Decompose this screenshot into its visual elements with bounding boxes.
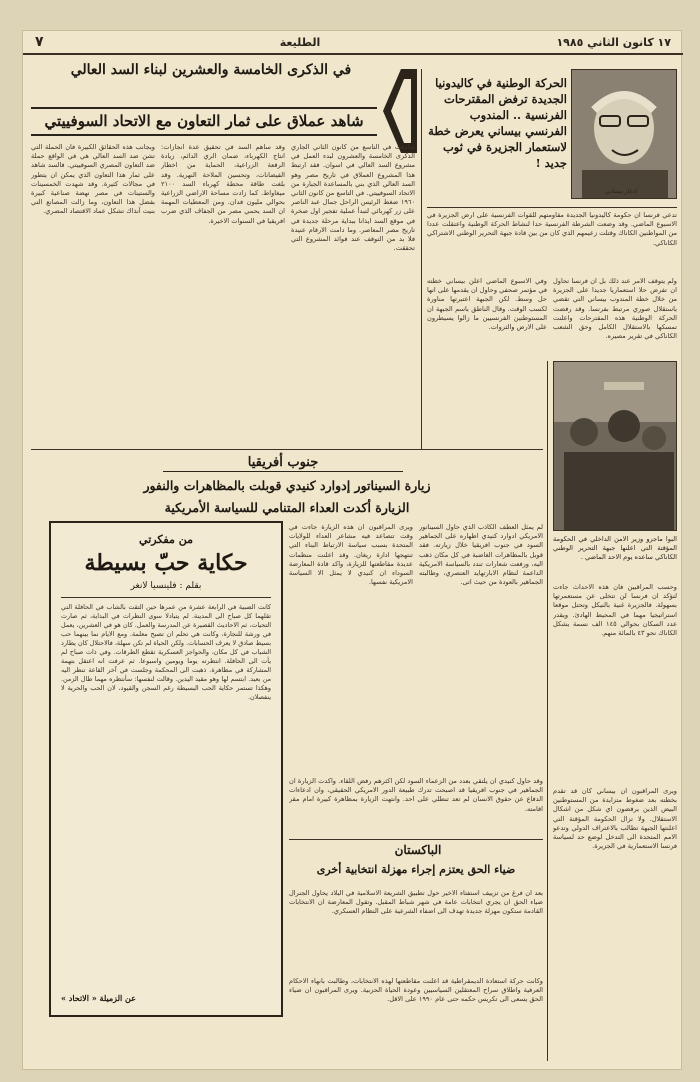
newspaper-page	[22, 30, 682, 1070]
africa-section-label: جنوب أفريقيا	[163, 455, 403, 472]
story-rule	[61, 597, 271, 598]
page-number: ٧	[35, 34, 44, 50]
africa-headline-2: الزيارة أكدت العداء المتنامي للسياسة الأمريكية	[164, 500, 410, 515]
africa-column-2: ويرى المراقبون ان هذه الزيارة جاءت في وقت تتصاعد فيه مشاعر العداء للولايات المتحدة بسبب سياسة الارتباط البناء التي تنتهجها ادارة ريغان. وقد اعلنت منظمات عديدة مقاطعتها للزيارة، واكد قادة المعارضة السوداء ان كنيدي لا يمثل الا السياسة الامريكية نفسها.	[289, 523, 413, 587]
dam-kicker: في الذكرى الخامسة والعشرين لبناء السد العالي	[70, 62, 352, 78]
bisani-photo-caption: ادغار بيساني	[605, 188, 637, 195]
pakistan-rule	[289, 839, 543, 840]
riot-photo	[553, 361, 677, 531]
kanaky-intro: تدعي فرنسا ان حكومة كاليدونيا الجديدة مقاومتهم للقوات الفرنسية على ارض الجزيرة في الاسبوع الماضي. وقد وضعت الشرطة الفرنسية حدا لنشاط الحركة الوطنية واعتقلت عددا من المواطنين الكاناك وقتلت زعيمهم الذي كان من بين قادة جبهة التحرير الوطني الاشتراكي الكاناكي.	[427, 211, 677, 247]
crowd-photo-icon	[554, 362, 677, 531]
story-footer: عن الزميلة « الاتحاد »	[61, 993, 136, 1003]
bisani-photo	[571, 69, 677, 199]
pakistan-column-2: وكانت حركة استعادة الديمقراطية قد اعلنت مقاطعتها لهذه الانتخابات، وطالبت بانهاء الاحكام العرفية واطلاق سراح المعتقلين السياسيين وعودة الحياة الحزبية. ويرى المراقبون ان ضياء الحق يسعى الى تكريس حكمه حتى عام ١٩٩٠ على الاقل.	[289, 977, 543, 1004]
story-box	[49, 521, 283, 1017]
pakistan-column-1: بعد ان فرغ من تزييف استفتاء الاخير حول تطبيق الشريعة الاسلامية في البلاد يحاول الجنرال ضياء الحق ان يجري انتخابات عامة في شهر شباط المقبل. وتقول المعارضة ان الانتخابات القادمة ستكون مهزلة جديدة تهدف الى اضفاء الشرعية على النظام العسكري.	[289, 889, 543, 916]
kanaky-column-b: وفي الاسبوع الماضي اعلن بيساني خطته في مؤتمر صحفي وحاول ان يقدمها على انها حل وسط. لكن الجبهة اعتبرتها مناورة لكسب الوقت. وقال الناطق باسم الجبهة ان المستوطنين الفرنسيين ما زالوا يسيطرون على الارض والثروات.	[427, 277, 547, 332]
kanaky-headline: الحركة الوطنية في كاليدونيا الجديدة ترفض المقترحات الفرنسية .. المندوب الفرنسي بيساني يعرض خطة لاستعمار الجزيرة في ثوب جديد !	[428, 76, 567, 170]
story-title: حكاية حبّ بسيطة	[84, 550, 248, 576]
dam-column-2: وقد ساهم السد في تحقيق عدة انجازات: انتاج الكهرباء، ضمان الري الدائم، زيادة الرقعة الزراعية، الحماية من اخطار الفيضانات، وتحسين الملاحة النهرية. وقد بلغت طاقة محطة كهرباء السد ٢١٠٠ ميغاواط. كما زادت مساحة الاراضي الزراعية بحوالي مليون فدان. ومن المعطيات المهمة ان السد يحمي مصر من الجفاف الذي ضرب افريقيا في السنوات الاخيرة.	[161, 143, 285, 225]
right-column-divider	[547, 361, 548, 1061]
kanaky-column-d: ويرى المراقبون ان بيساني كان قد تقدم بخطته بعد ضغوط متزايدة من المستوطنين البيض الذين يرفضون اي شكل من اشكال الاستقلال. ولا تزال الحكومة المؤقتة التي اعلنتها الجبهة تطالب بالاعتراف الدولي وتدعو الامم المتحدة الى التدخل لوضع حد لسياسة فرنسا الاستعمارية في الجزيرة.	[553, 787, 677, 851]
story-byline: بقلم : فلينسيا لانغر	[130, 581, 202, 591]
africa-column-1: لم يمثل العطف الكاذب الذي حاول السيناتور الامريكي ادوارد كنيدي اظهاره على الجماهير السود في جنوب افريقيا خلال زيارته. فقد قوبل بالمظاهرات الغاضبة في كل مكان ذهب اليه، ورفعت شعارات تندد بالسياسة الامريكية الداعمة لنظام الابارتهايد العنصري، وطالبته الجماهير بالعودة من حيث اتى.	[419, 523, 543, 587]
africa-headline-1: زيارة السيناتور إدوارد كنيدي قوبلت بالمظاهرات والنفور	[143, 478, 431, 493]
kanaky-column-a: ولم يتوقف الامر عند ذلك بل ان فرنسا تحاول ان تفرض حلا استعماريا جديدا على الجزيرة من خلال خطة المندوب بيساني التي تقضي باستقلال صوري مرتبط بفرنسا. وقد رفضت الحركة الوطنية هذه المقترحات واعلنت تمسكها بالاستقلال الكامل وحق الشعب الكاناكي في تقرير مصيره.	[553, 277, 677, 341]
riot-photo-caption: البوا ماجرو وزير الامن الداخلي في الحكومة المؤقتة التي اعلنها جبهة التحرير الوطني الكاناكي ساعده يوم الاحد الماضي .	[553, 535, 677, 561]
dam-headline: شاهد عملاق على ثمار التعاون مع الاتحاد السوفييتي	[31, 107, 377, 136]
column-divider	[421, 69, 422, 449]
publication-name: الطليعة	[279, 35, 321, 49]
africa-column-3: وقد حاول كنيدي ان يلتقي بعدد من الزعماء السود لكن اكثرهم رفض اللقاء. واكدت الزيارة ان الجماهير في جنوب افريقيا قد اصبحت تدرك طبيعة الدور الامريكي الحقيقي، وان ادعاءات الدفاع عن حقوق الانسان لم تعد تنطلي على احد. وانتهت الزيارة بمظاهرة كبيرة امام مقر اقامته.	[289, 777, 543, 813]
section-rule	[31, 449, 543, 450]
pakistan-section-label: الباكستان	[394, 843, 442, 857]
story-body: كانت الصبية في الرابعة عشرة من عمرها حين التقت بالشاب في الحافلة التي تقلهما كل صباح الى المدينة. لم يتبادلا سوى النظرات في البداية، ثم صارت التحيات، ثم الاحاديث القصيرة عن المدرسة والعمل. كان هو في العشرين، يعمل في ورشة للنجارة، وكانت هي تحلم ان تصبح معلمة. ومع الايام نما بينهما حب بسيط صادق لا يعرف الحسابات. ولكن الحياة لم تكن سهلة، فالاحتلال كان يطارد الشباب في كل مكان، والحواجز العسكرية تقطع الطرقات. وفي ذات صباح لم يأت الى الحافلة. انتظرته يوما ويومين واسبوعا. ثم عرفت انه اعتقل بتهمة المشاركة في مظاهرة. ذهبت الى المحكمة وجلست في آخر القاعة تنظر اليه من بعيد. ابتسم لها وهو مقيد اليدين. وقالت لنفسها: سأنتظره مهما طال الزمن. وهكذا تستمر حكاية الحب البسيطة رغم السجن والقيود، لان الحب والحرية لا ينفصلان.	[61, 603, 271, 701]
dam-column-1: صادفت في التاسع من كانون الثاني الجاري الذكرى الخامسة والعشرون لبدء العمل في مشروع السد العالي في اسوان. فقد ارتبط هذا المشروع العملاق في تاريخ مصر وهو السد العالي الذي بني بالمساعدة الجبارة من الاتحاد السوفييتي. في التاسع من كانون الثاني ١٩٦٠ ضغط الرئيس الراحل جمال عبد الناصر على زر كهربائي لتبدأ عملية تفجير اول صخرة في موقع السد ايذانا ببداية مرحلة جديدة في تاريخ مصر المعاصر. وما دامت الارقام عنيدة فلا بد من التوقف عند فوائد المشروع التي تحققت.	[291, 143, 415, 253]
pakistan-headline: ضياء الحق يعتزم إجراء مهزلة انتخابية أخرى	[316, 863, 516, 876]
dam-column-3: وبجانب هذه الحقائق الكبيرة فان الحملة التي تشن ضد السد العالي هي في الواقع حملة ضد التعاون المصري السوفييتي. فالسد شاهد على ثمار هذا التعاون الذي يمكن ان يتطور في مجالات كثيرة. وقد شهدت الخمسينات والستينات في مصر نهضة صناعية كبيرة بفضل هذا التعاون، وما زالت المصانع التي بنيت آنذاك تشكل عماد الاقتصاد المصري.	[31, 143, 155, 216]
issue-date: ١٧ كانون الثاني ١٩٨٥	[556, 35, 671, 49]
portrait-icon	[572, 70, 677, 199]
story-kicker: من مفكرتي	[139, 533, 193, 546]
page-header	[23, 31, 683, 55]
kanaky-column-c: وحسب المراقبين فان هذه الاحداث جاءت لتؤكد ان فرنسا لن تتخلى عن مستعمرتها بسهولة. فالجزيرة غنية بالنيكل وتحتل موقعا استراتيجيا مهما في المحيط الهادئ. ويقدر عدد السكان بحوالي ١٤٥ الف نسمة يشكل الكاناك نحو ٤٣ بالمائة منهم.	[553, 583, 677, 638]
kanaky-rule	[427, 207, 677, 208]
